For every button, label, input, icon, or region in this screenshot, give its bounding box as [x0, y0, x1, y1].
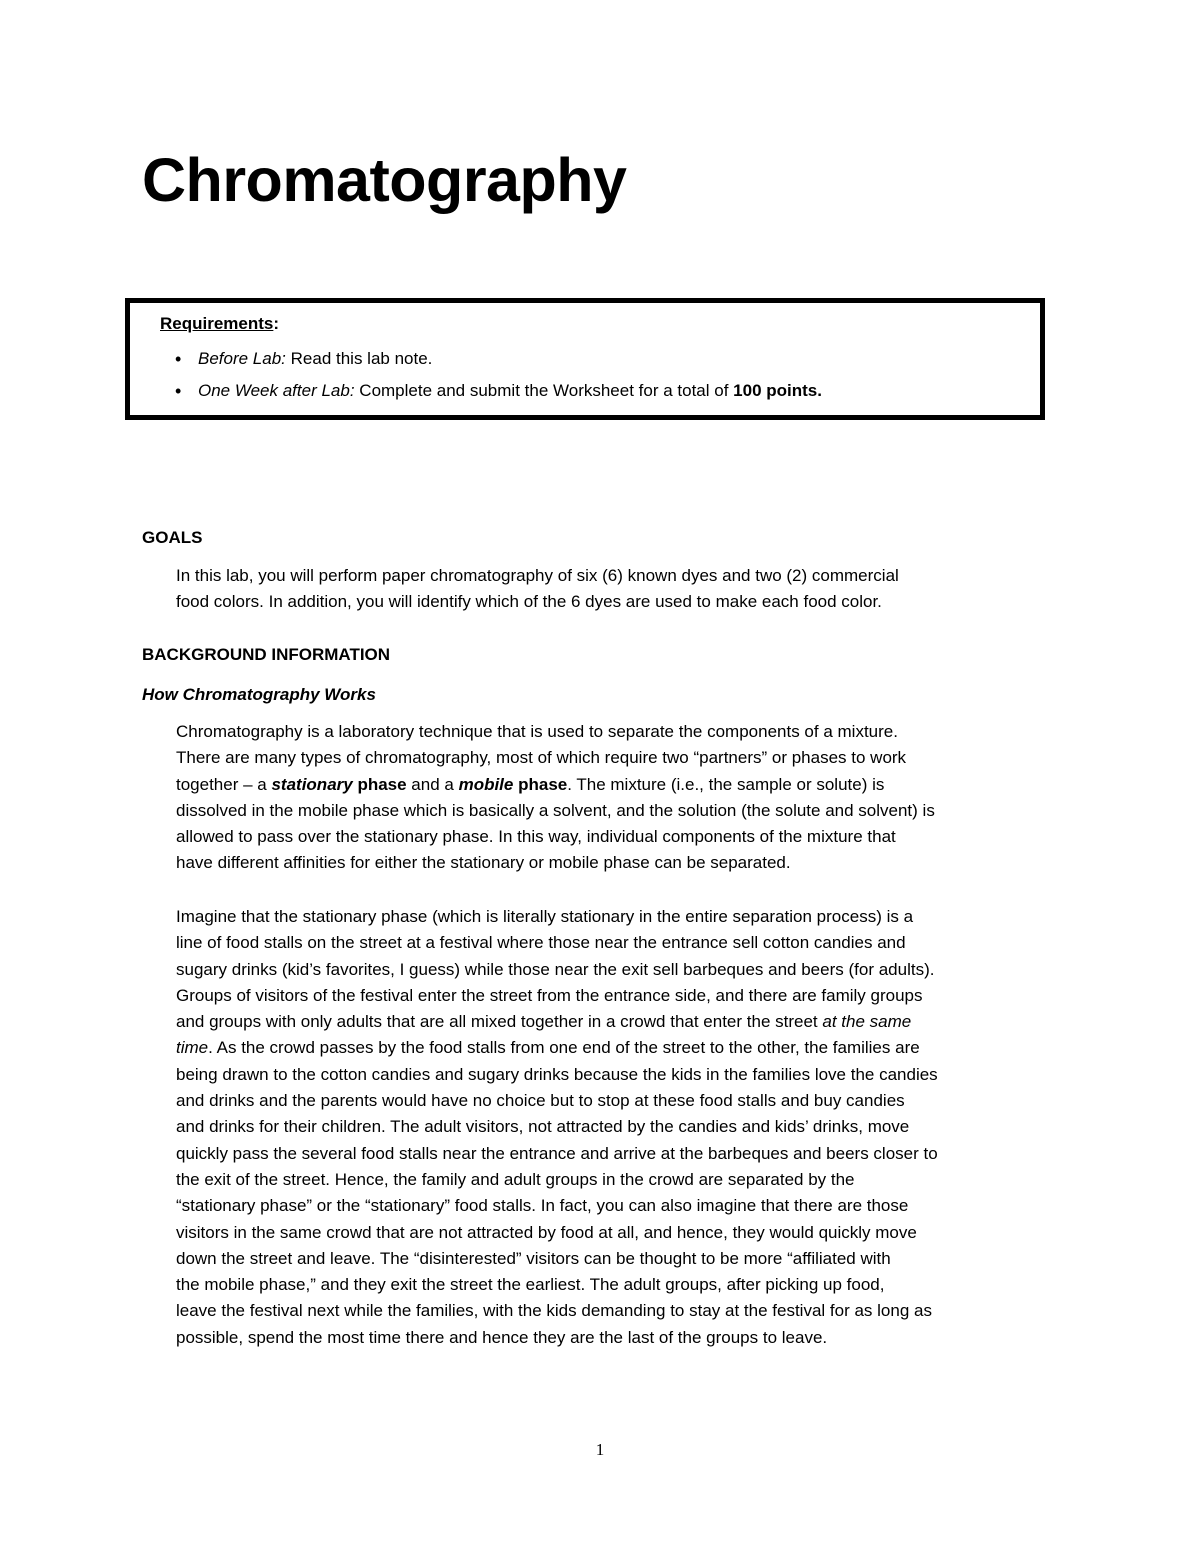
requirements-box: [125, 298, 1045, 420]
background-paragraph-2: [176, 904, 1071, 1351]
paragraph-line: and drinks and the parents would have no choice but to stop at these food stalls and buy candies: [176, 1091, 905, 1111]
paragraph-line: [176, 1035, 1071, 1061]
requirement-text: Complete and submit the Worksheet for a total of: [354, 381, 734, 400]
paragraph-line: [176, 772, 1071, 798]
phase-word: phase: [513, 774, 568, 794]
requirements-heading: [160, 314, 279, 334]
paragraph-line: visitors in the same crowd that are not attracted by food at all, and hence, they would quickly move: [176, 1222, 917, 1242]
page-title: Chromatography: [142, 146, 627, 214]
paragraph-line: line of food stalls on the street at a festival where those near the entrance sell cotton candies and: [176, 933, 906, 953]
line-text: and groups with only adults that are all mixed together in a crowd that enter the street: [176, 1012, 823, 1032]
paragraph-line: allowed to pass over the stationary phase. In this way, individual components of the mixture that: [176, 827, 896, 847]
paragraph-line: There are many types of chromatography, most of which require two “partners” or phases to work: [176, 748, 907, 768]
requirement-text: Read this lab note.: [285, 349, 433, 368]
requirement-item: [175, 379, 822, 411]
paragraph-line: the exit of the street. Hence, the family and adult groups in the crowd are separated by the: [176, 1169, 855, 1189]
background-heading: BACKGROUND INFORMATION: [142, 645, 391, 664]
requirements-heading-text: Requirements: [160, 314, 274, 333]
emphasis-text: time: [176, 1038, 209, 1058]
paragraph-line: have different affinities for either the stationary or mobile phase can be separated.: [176, 853, 791, 873]
phase-word: phase: [352, 774, 407, 794]
stationary-term: stationary: [271, 774, 353, 794]
background-subheading: How Chromatography Works: [142, 685, 376, 704]
requirement-item: [175, 347, 822, 379]
paragraph-line: possible, spend the most time there and hence they are the last of the groups to leave.: [176, 1327, 828, 1347]
paragraph-line: Imagine that the stationary phase (which is literally stationary in the entire separation process) is a: [176, 907, 914, 926]
paragraph-line: dissolved in the mobile phase which is basically a solvent, and the solution (the solute and solvent) is: [176, 800, 935, 820]
line-text: . The mixture (i.e., the sample or solute) is: [567, 774, 885, 794]
paragraph-line: sugary drinks (kid’s favorites, I guess) while those near the exit sell barbeques and beers (for adults).: [176, 959, 935, 979]
paragraph-line: the mobile phase,” and they exit the street the earliest. The adult groups, after picking up food,: [176, 1275, 885, 1295]
mobile-term: mobile: [458, 774, 514, 794]
requirement-label: Before Lab:: [198, 349, 286, 368]
goals-line: In this lab, you will perform paper chromatography of six (6) known dyes and two (2) commercial: [176, 566, 899, 585]
paragraph-line: down the street and leave. The “disinterested” visitors can be thought to be more “affiliated with: [176, 1248, 891, 1268]
requirement-label: One Week after Lab:: [198, 381, 355, 400]
goals-line: food colors. In addition, you will identify which of the 6 dyes are used to make each food color.: [176, 592, 882, 612]
paragraph-line: “stationary phase” or the “stationary” food stalls. In fact, you can also imagine that there are those: [176, 1196, 909, 1216]
goals-heading: GOALS: [142, 528, 203, 547]
line-text: and a: [406, 774, 459, 794]
paragraph-line: and drinks for their children. The adult visitors, not attracted by the candies and kids’ drinks, move: [176, 1117, 910, 1137]
paragraph-line: quickly pass the several food stalls near the entrance and arrive at the barbeques and beers closer to: [176, 1143, 938, 1163]
requirement-points: 100 points: [733, 381, 818, 400]
paragraph-line: Groups of visitors of the festival enter the street from the entrance side, and there are family groups: [176, 985, 923, 1005]
emphasis-text: at the same: [822, 1012, 912, 1032]
paragraph-line: leave the festival next while the families, with the kids demanding to stay at the festival for as long as: [176, 1301, 932, 1321]
line-text: . As the crowd passes by the food stalls from one end of the street to the other, the families are: [208, 1038, 920, 1058]
paragraph-line: Chromatography is a laboratory technique that is used to separate the components of a mixture.: [176, 722, 898, 741]
page-number: 1: [595, 1440, 605, 1459]
requirement-end: .: [817, 381, 822, 400]
requirements-heading-colon: :: [273, 314, 280, 333]
paragraph-line: being drawn to the cotton candies and sugary drinks because the kids in the families love the candies: [176, 1064, 938, 1084]
goals-paragraph: [176, 563, 1071, 616]
paragraph-line: [176, 1009, 1071, 1035]
requirements-list: [175, 347, 822, 411]
background-paragraph-1: [176, 719, 1071, 877]
line-text: together – a: [176, 774, 272, 794]
